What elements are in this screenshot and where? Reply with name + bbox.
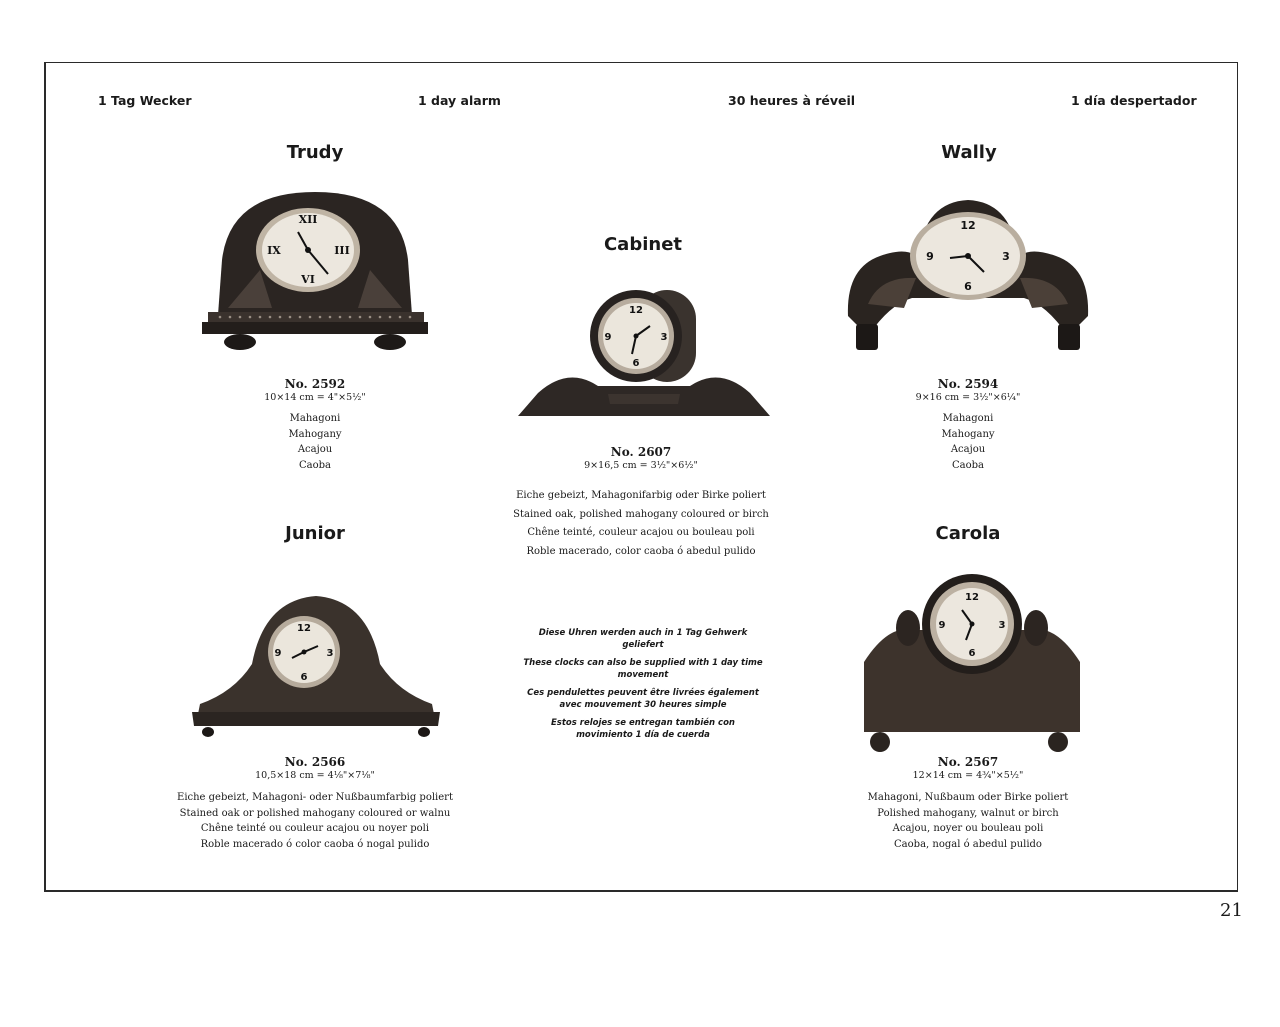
- carola-material-en: Polished mahogany, walnut or birch: [877, 807, 1059, 819]
- cabinet-material-es: Roble macerado, color caoba ó abedul pulido: [526, 545, 756, 557]
- cabinet-title: Cabinet: [603, 234, 683, 255]
- trudy-material-en: Mahogany: [288, 428, 342, 440]
- wally-material-en: Mahogany: [941, 428, 995, 440]
- svg-text:12: 12: [965, 592, 979, 603]
- svg-text:6: 6: [968, 648, 976, 659]
- junior-clock-image: [192, 592, 440, 740]
- note-french: Ces pendulettes peuvent être livrées également avec mouvement 30 heures simple: [527, 688, 759, 710]
- cabinet-materials: [491, 487, 791, 561]
- svg-text:6: 6: [964, 280, 972, 293]
- trudy-clock-image: [200, 190, 430, 352]
- cabinet-material-en: Stained oak, polished mahogany coloured or birch: [513, 508, 769, 520]
- cabinet-dimensions: 9×16,5 cm = 3½"×6½": [584, 460, 698, 471]
- trudy-materials: [215, 411, 415, 473]
- wally-title: Wally: [941, 142, 997, 163]
- wally-clock-image: [846, 196, 1090, 358]
- svg-text:3: 3: [326, 648, 334, 659]
- movement-note: [522, 627, 764, 747]
- junior-material-de: Eiche gebeizt, Mahagoni- oder Nußbaumfarbig poliert: [177, 792, 453, 803]
- cabinet-number: No. 2607: [610, 445, 672, 459]
- svg-text:9: 9: [274, 648, 282, 659]
- cabinet-material-de: Eiche gebeizt, Mahagonifarbig oder Birke poliert: [516, 490, 766, 501]
- svg-text:12: 12: [960, 219, 976, 232]
- carola-title: Carola: [935, 523, 1001, 544]
- svg-text:3: 3: [660, 332, 668, 343]
- wally-materials: [868, 411, 1068, 473]
- carola-clock-image: [862, 572, 1082, 754]
- trudy-number: No. 2592: [284, 377, 346, 391]
- trudy-title: Trudy: [286, 142, 344, 163]
- page-number: 21: [1220, 900, 1243, 921]
- note-english: These clocks can also be supplied with 1 day time movement: [523, 658, 763, 680]
- svg-text:6: 6: [632, 358, 640, 369]
- junior-materials: [165, 790, 465, 852]
- svg-text:12: 12: [297, 623, 311, 634]
- svg-text:VI: VI: [301, 273, 315, 286]
- svg-text:3: 3: [998, 620, 1006, 631]
- note-spanish: Estos relojes se entregan también con movimiento 1 día de cuerda: [550, 718, 735, 740]
- trudy-material-de: Mahagoni: [289, 413, 341, 424]
- cabinet-material-fr: Chêne teinté, couleur acajou ou bouleau poli: [527, 527, 755, 538]
- trudy-material-es: Caoba: [299, 459, 331, 471]
- wally-material-de: Mahagoni: [942, 413, 994, 424]
- wally-material-es: Caoba: [952, 459, 984, 471]
- svg-text:XII: XII: [298, 213, 318, 226]
- header-spanish: 1 día despertador: [1071, 93, 1197, 108]
- svg-text:9: 9: [938, 620, 946, 631]
- junior-number: No. 2566: [284, 755, 346, 769]
- svg-text:9: 9: [604, 332, 612, 343]
- carola-dimensions: 12×14 cm = 4¾"×5½": [912, 770, 1024, 781]
- svg-text:III: III: [334, 244, 350, 257]
- note-german: Diese Uhren werden auch in 1 Tag Gehwerk geliefert: [538, 628, 748, 650]
- junior-title: Junior: [285, 523, 345, 544]
- junior-dimensions: 10,5×18 cm = 4⅛"×7⅛": [255, 770, 375, 781]
- svg-text:6: 6: [300, 672, 308, 683]
- junior-material-fr: Chêne teinté ou couleur acajou ou noyer poli: [200, 823, 430, 834]
- wally-number: No. 2594: [937, 377, 999, 391]
- carola-material-fr: Acajou, noyer ou bouleau poli: [892, 823, 1044, 834]
- header-english: 1 day alarm: [418, 93, 501, 108]
- junior-material-en: Stained oak or polished mahogany coloured or walnu: [179, 807, 451, 819]
- wally-material-fr: Acajou: [950, 444, 986, 455]
- svg-text:9: 9: [926, 250, 934, 263]
- trudy-material-fr: Acajou: [297, 444, 333, 455]
- svg-text:3: 3: [1002, 250, 1010, 263]
- carola-material-de: Mahagoni, Nußbaum oder Birke poliert: [867, 792, 1069, 803]
- trudy-dimensions: 10×14 cm = 4"×5½": [264, 392, 366, 403]
- carola-number: No. 2567: [937, 755, 999, 769]
- svg-text:IX: IX: [267, 244, 281, 257]
- carola-materials: [818, 790, 1118, 852]
- svg-text:12: 12: [629, 305, 643, 316]
- cabinet-clock-image: [518, 288, 770, 422]
- wally-dimensions: 9×16 cm = 3½"×6¼": [915, 392, 1021, 403]
- carola-material-es: Caoba, nogal ó abedul pulido: [894, 838, 1042, 850]
- header-german: 1 Tag Wecker: [98, 93, 192, 108]
- junior-material-es: Roble macerado ó color caoba ó nogal pulido: [200, 838, 430, 850]
- header-french: 30 heures à réveil: [728, 93, 856, 108]
